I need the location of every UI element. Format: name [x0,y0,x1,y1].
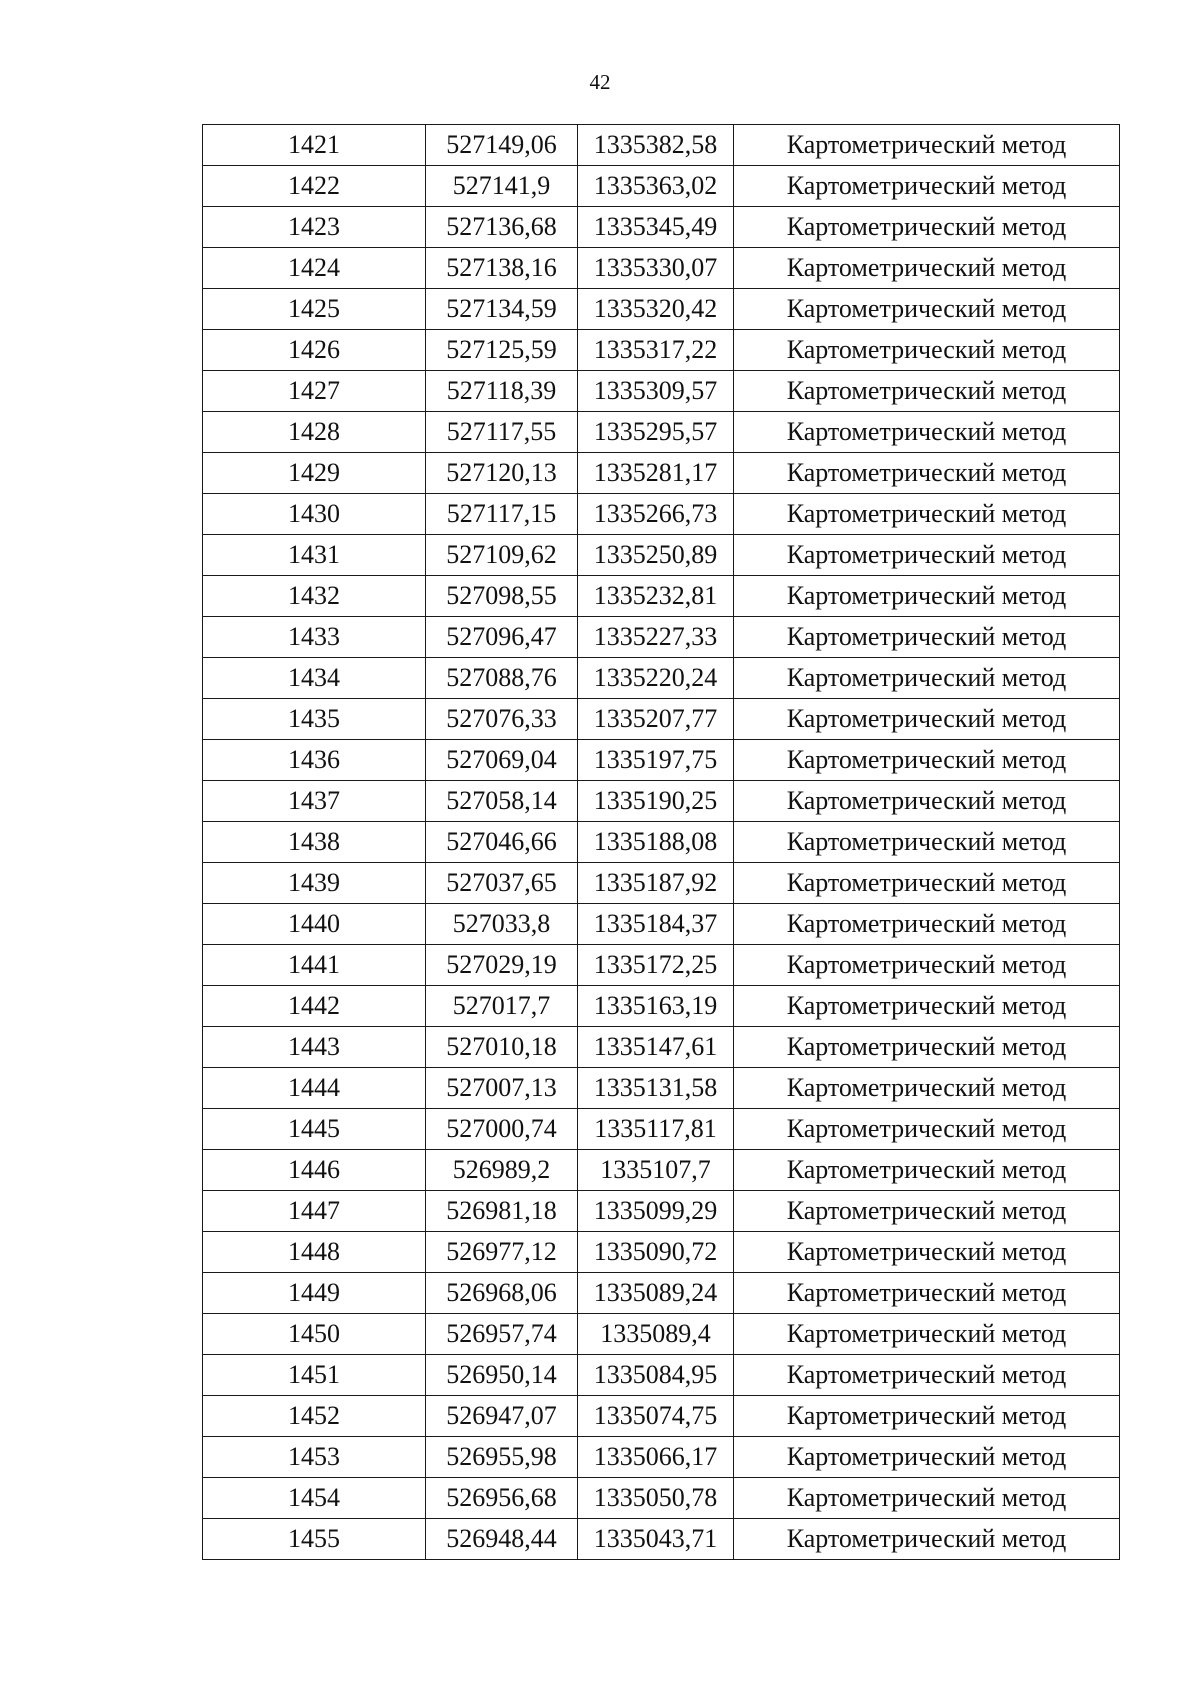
y-coordinate-cell: 1335107,7 [578,1150,734,1191]
table-row [203,248,1120,289]
x-coordinate-cell: 526968,06 [426,1273,578,1314]
x-coordinate-cell: 526948,44 [426,1519,578,1560]
point-number-cell: 1436 [203,740,426,781]
table-row [203,1232,1120,1273]
coordinates-table-body [203,125,1120,1560]
y-coordinate-cell: 1335084,95 [578,1355,734,1396]
point-number-cell: 1453 [203,1437,426,1478]
point-number-cell: 1424 [203,248,426,289]
method-cell: Картометрический метод [734,1396,1120,1437]
method-cell: Картометрический метод [734,207,1120,248]
method-cell: Картометрический метод [734,371,1120,412]
table-row [203,863,1120,904]
table-row [203,576,1120,617]
table-row [203,1396,1120,1437]
y-coordinate-cell: 1335163,19 [578,986,734,1027]
table-row [203,494,1120,535]
method-cell: Картометрический метод [734,1027,1120,1068]
table-row [203,986,1120,1027]
x-coordinate-cell: 527058,14 [426,781,578,822]
y-coordinate-cell: 1335281,17 [578,453,734,494]
x-coordinate-cell: 527134,59 [426,289,578,330]
y-coordinate-cell: 1335227,33 [578,617,734,658]
x-coordinate-cell: 527125,59 [426,330,578,371]
point-number-cell: 1426 [203,330,426,371]
point-number-cell: 1427 [203,371,426,412]
table-row [203,658,1120,699]
y-coordinate-cell: 1335188,08 [578,822,734,863]
table-row [203,781,1120,822]
y-coordinate-cell: 1335147,61 [578,1027,734,1068]
point-number-cell: 1432 [203,576,426,617]
x-coordinate-cell: 527069,04 [426,740,578,781]
point-number-cell: 1439 [203,863,426,904]
y-coordinate-cell: 1335220,24 [578,658,734,699]
point-number-cell: 1437 [203,781,426,822]
x-coordinate-cell: 527098,55 [426,576,578,617]
method-cell: Картометрический метод [734,1191,1120,1232]
x-coordinate-cell: 527007,13 [426,1068,578,1109]
point-number-cell: 1430 [203,494,426,535]
point-number-cell: 1423 [203,207,426,248]
point-number-cell: 1455 [203,1519,426,1560]
y-coordinate-cell: 1335207,77 [578,699,734,740]
x-coordinate-cell: 526950,14 [426,1355,578,1396]
y-coordinate-cell: 1335066,17 [578,1437,734,1478]
method-cell: Картометрический метод [734,945,1120,986]
table-row [203,822,1120,863]
table-row [203,617,1120,658]
method-cell: Картометрический метод [734,1273,1120,1314]
x-coordinate-cell: 527136,68 [426,207,578,248]
table-row [203,1314,1120,1355]
method-cell: Картометрический метод [734,740,1120,781]
x-coordinate-cell: 527118,39 [426,371,578,412]
point-number-cell: 1433 [203,617,426,658]
method-cell: Картометрический метод [734,617,1120,658]
y-coordinate-cell: 1335099,29 [578,1191,734,1232]
x-coordinate-cell: 526981,18 [426,1191,578,1232]
method-cell: Картометрический метод [734,986,1120,1027]
method-cell: Картометрический метод [734,125,1120,166]
table-row [203,535,1120,576]
table-row [203,945,1120,986]
y-coordinate-cell: 1335172,25 [578,945,734,986]
table-row [203,453,1120,494]
table-row [203,289,1120,330]
y-coordinate-cell: 1335295,57 [578,412,734,453]
y-coordinate-cell: 1335317,22 [578,330,734,371]
method-cell: Картометрический метод [734,1068,1120,1109]
x-coordinate-cell: 526947,07 [426,1396,578,1437]
coordinates-table [202,124,1120,1560]
method-cell: Картометрический метод [734,1519,1120,1560]
y-coordinate-cell: 1335197,75 [578,740,734,781]
table-row [203,1437,1120,1478]
point-number-cell: 1444 [203,1068,426,1109]
y-coordinate-cell: 1335382,58 [578,125,734,166]
method-cell: Картометрический метод [734,1355,1120,1396]
method-cell: Картометрический метод [734,330,1120,371]
method-cell: Картометрический метод [734,166,1120,207]
table-row [203,1109,1120,1150]
point-number-cell: 1452 [203,1396,426,1437]
table-row [203,412,1120,453]
table-row [203,166,1120,207]
x-coordinate-cell: 527000,74 [426,1109,578,1150]
y-coordinate-cell: 1335320,42 [578,289,734,330]
point-number-cell: 1448 [203,1232,426,1273]
table-row [203,330,1120,371]
method-cell: Картометрический метод [734,863,1120,904]
x-coordinate-cell: 527096,47 [426,617,578,658]
x-coordinate-cell: 526977,12 [426,1232,578,1273]
table-row [203,1150,1120,1191]
table-row [203,1355,1120,1396]
table-row [203,1191,1120,1232]
y-coordinate-cell: 1335050,78 [578,1478,734,1519]
y-coordinate-cell: 1335309,57 [578,371,734,412]
point-number-cell: 1447 [203,1191,426,1232]
point-number-cell: 1441 [203,945,426,986]
x-coordinate-cell: 527117,55 [426,412,578,453]
y-coordinate-cell: 1335345,49 [578,207,734,248]
method-cell: Картометрический метод [734,1478,1120,1519]
table-row [203,699,1120,740]
method-cell: Картометрический метод [734,576,1120,617]
method-cell: Картометрический метод [734,535,1120,576]
point-number-cell: 1443 [203,1027,426,1068]
method-cell: Картометрический метод [734,1232,1120,1273]
y-coordinate-cell: 1335117,81 [578,1109,734,1150]
page-number: 42 [589,70,611,94]
y-coordinate-cell: 1335232,81 [578,576,734,617]
x-coordinate-cell: 527076,33 [426,699,578,740]
point-number-cell: 1429 [203,453,426,494]
method-cell: Картометрический метод [734,699,1120,740]
method-cell: Картометрический метод [734,781,1120,822]
table-row [203,1273,1120,1314]
y-coordinate-cell: 1335090,72 [578,1232,734,1273]
point-number-cell: 1434 [203,658,426,699]
point-number-cell: 1442 [203,986,426,1027]
method-cell: Картометрический метод [734,904,1120,945]
method-cell: Картометрический метод [734,453,1120,494]
y-coordinate-cell: 1335363,02 [578,166,734,207]
method-cell: Картометрический метод [734,494,1120,535]
point-number-cell: 1450 [203,1314,426,1355]
x-coordinate-cell: 527029,19 [426,945,578,986]
x-coordinate-cell: 526989,2 [426,1150,578,1191]
method-cell: Картометрический метод [734,1314,1120,1355]
point-number-cell: 1449 [203,1273,426,1314]
y-coordinate-cell: 1335266,73 [578,494,734,535]
x-coordinate-cell: 527120,13 [426,453,578,494]
method-cell: Картометрический метод [734,1150,1120,1191]
point-number-cell: 1440 [203,904,426,945]
x-coordinate-cell: 527033,8 [426,904,578,945]
x-coordinate-cell: 527017,7 [426,986,578,1027]
x-coordinate-cell: 527037,65 [426,863,578,904]
method-cell: Картометрический метод [734,1109,1120,1150]
table-row [203,125,1120,166]
method-cell: Картометрический метод [734,412,1120,453]
method-cell: Картометрический метод [734,248,1120,289]
method-cell: Картометрический метод [734,822,1120,863]
x-coordinate-cell: 527138,16 [426,248,578,289]
table-row [203,740,1120,781]
point-number-cell: 1451 [203,1355,426,1396]
x-coordinate-cell: 526956,68 [426,1478,578,1519]
y-coordinate-cell: 1335131,58 [578,1068,734,1109]
table-row [203,207,1120,248]
y-coordinate-cell: 1335043,71 [578,1519,734,1560]
x-coordinate-cell: 527149,06 [426,125,578,166]
point-number-cell: 1425 [203,289,426,330]
x-coordinate-cell: 527046,66 [426,822,578,863]
table-row [203,371,1120,412]
x-coordinate-cell: 527117,15 [426,494,578,535]
method-cell: Картометрический метод [734,1437,1120,1478]
y-coordinate-cell: 1335089,24 [578,1273,734,1314]
y-coordinate-cell: 1335190,25 [578,781,734,822]
y-coordinate-cell: 1335089,4 [578,1314,734,1355]
table-row [203,904,1120,945]
x-coordinate-cell: 527109,62 [426,535,578,576]
x-coordinate-cell: 526955,98 [426,1437,578,1478]
point-number-cell: 1431 [203,535,426,576]
point-number-cell: 1438 [203,822,426,863]
point-number-cell: 1454 [203,1478,426,1519]
point-number-cell: 1435 [203,699,426,740]
method-cell: Картометрический метод [734,289,1120,330]
y-coordinate-cell: 1335187,92 [578,863,734,904]
table-row [203,1478,1120,1519]
method-cell: Картометрический метод [734,658,1120,699]
point-number-cell: 1421 [203,125,426,166]
y-coordinate-cell: 1335250,89 [578,535,734,576]
point-number-cell: 1422 [203,166,426,207]
table-row [203,1519,1120,1560]
point-number-cell: 1428 [203,412,426,453]
x-coordinate-cell: 527010,18 [426,1027,578,1068]
point-number-cell: 1445 [203,1109,426,1150]
y-coordinate-cell: 1335330,07 [578,248,734,289]
x-coordinate-cell: 527141,9 [426,166,578,207]
y-coordinate-cell: 1335184,37 [578,904,734,945]
table-row [203,1068,1120,1109]
x-coordinate-cell: 526957,74 [426,1314,578,1355]
y-coordinate-cell: 1335074,75 [578,1396,734,1437]
point-number-cell: 1446 [203,1150,426,1191]
table-row [203,1027,1120,1068]
x-coordinate-cell: 527088,76 [426,658,578,699]
